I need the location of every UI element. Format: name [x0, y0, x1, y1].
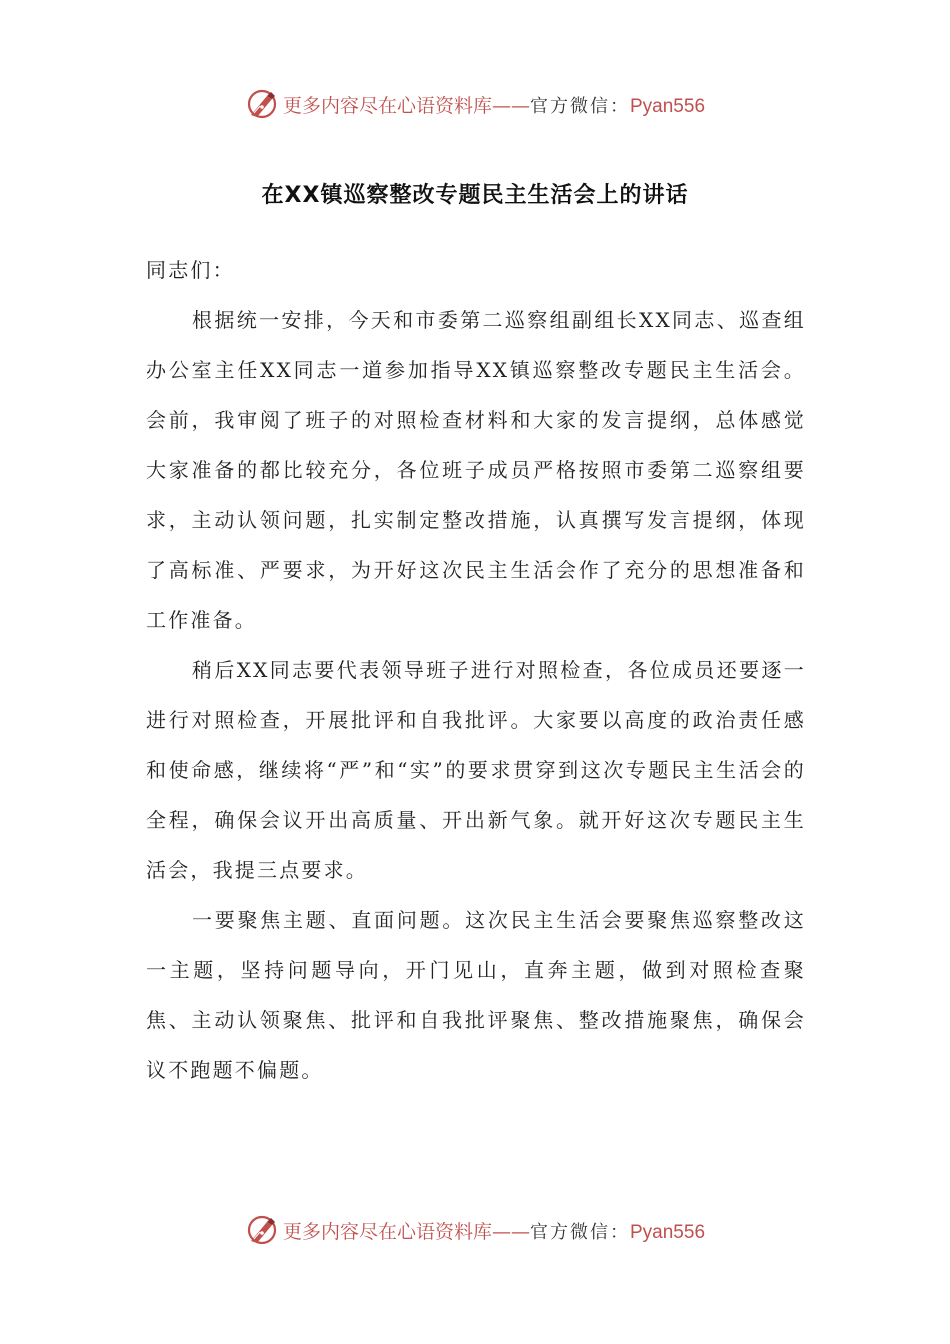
- banner-dash: ——: [492, 1220, 530, 1243]
- banner-site-name: 更多内容尽在心语资料库: [282, 94, 492, 117]
- banner-text: [283, 1217, 705, 1244]
- banner-site-name: 更多内容尽在心语资料库: [282, 1220, 492, 1243]
- banner-wechat-id: Pyan556: [630, 95, 706, 117]
- salutation: 同志们：: [146, 258, 235, 282]
- paragraph-2: 稍后XX同志要代表领导班子进行对照检查，各位成员还要逐一进行对照检查，开展批评和自我批评。大家要以高度的政治责任感和使命感，继续将“严”和“实”的要求贯穿到这次专题民主生活会的全程，确保会议开出高质量、开出新气象。就开好这次专题民主生活会，我提三点要求。: [146, 658, 806, 882]
- banner-wechat-label: 官方微信：: [530, 1221, 630, 1243]
- header-banner: [0, 82, 950, 126]
- banner-text: [283, 91, 705, 118]
- paragraph-1: 根据统一安排，今天和市委第二巡察组副组长XX同志、巡查组办公室主任XX同志一道参加指导XX镇巡察整改专题民主生活会。会前，我审阅了班子的对照检查材料和大家的发言提纲，总体感觉大家准备的都比较充分，各位班子成员严格按照市委第二巡察组要求，主动认领问题，扎实制定整改措施，认真撰写发言提纲，体现了高标准、严要求，为开好这次民主生活会作了充分的思想准备和工作准备。: [146, 308, 806, 632]
- banner-wechat-id: Pyan556: [630, 1221, 706, 1243]
- paragraph-3: 一要聚焦主题、直面问题。这次民主生活会要聚焦巡察整改这一主题，坚持问题导向，开门见山，直奔主题，做到对照检查聚焦、主动认领聚焦、批评和自我批评聚焦、整改措施聚焦，确保会议不跑题不偏题。: [146, 908, 806, 1082]
- footer-banner: [0, 1208, 950, 1252]
- document-title: 在XX镇巡察整改专题民主生活会上的讲话: [261, 183, 689, 208]
- banner-wechat-label: 官方微信：: [530, 95, 630, 117]
- banner-dash: ——: [492, 94, 530, 117]
- pen-nib-logo-icon: [245, 87, 279, 121]
- document-body: [146, 245, 806, 1095]
- pen-nib-logo-icon: [245, 1213, 279, 1247]
